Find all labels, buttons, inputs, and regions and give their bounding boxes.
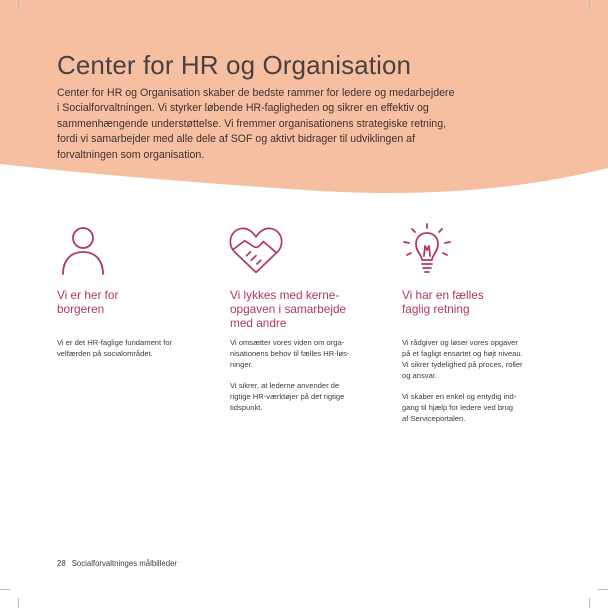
- column-paragraph: Vi sikrer, at lederne anvender de rigtige HR-værktøjer på det rigtige tidspunkt.: [230, 381, 345, 412]
- value-column-retning: [402, 222, 562, 434]
- heart-handshake-icon: [228, 222, 284, 278]
- column-paragraph: Vi rådgiver og løser vores opgaver på et fagligt ensartet og højt niveau. Vi sikrer tydelighed på proces, roller og ansvar.: [402, 338, 523, 380]
- column-body: [230, 337, 390, 413]
- crop-mark: [598, 589, 608, 590]
- page-title: Center for HR og Organisation: [57, 50, 412, 80]
- lightbulb-icon: [400, 222, 456, 278]
- column-body: [402, 337, 562, 424]
- column-heading: Vi har en fælles faglig retning: [402, 288, 484, 316]
- intro-paragraph: Center for HR og Organisation skaber de bedste rammer for ledere og medarbejdere i Socialforvaltningen. Vi styrker løbende HR-fagligheden og sikrer en effektiv og sammenhængende understøttelse. Vi fremmer organisationens strategiske retning, fordi vi samarbejder med alle dele af SOF og aktivt bidrager til udviklingen af forvaltningen som organisation.: [57, 87, 455, 161]
- column-paragraph: Vi skaber en enkel og entydig ind- gang til hjælp for ledere ved brug af Serviceportalen.: [402, 392, 517, 423]
- column-paragraph: Vi er det HR-faglige fundament for velfærden på socialområdet.: [57, 338, 173, 358]
- column-paragraph: Vi omsætter vores viden om orga- nisationens behov til fælles HR-løs- ninger.: [230, 338, 350, 369]
- page-number: 28: [57, 559, 66, 568]
- value-column-borgeren: [57, 222, 212, 369]
- crop-mark: [18, 598, 19, 608]
- publication-title: Socialforvaltninges målbilleder: [71, 559, 177, 568]
- column-heading: Vi lykkes med kerne- opgaven i samarbejde med andre: [230, 288, 347, 330]
- person-icon: [55, 222, 111, 278]
- page-footer: [57, 559, 177, 568]
- column-body: [57, 337, 212, 359]
- crop-mark: [589, 0, 590, 10]
- crop-mark: [589, 598, 590, 608]
- column-heading: Vi er her for borgeren: [57, 288, 119, 316]
- crop-mark: [0, 589, 10, 590]
- value-column-samarbejde: [230, 222, 390, 423]
- crop-mark: [18, 0, 19, 10]
